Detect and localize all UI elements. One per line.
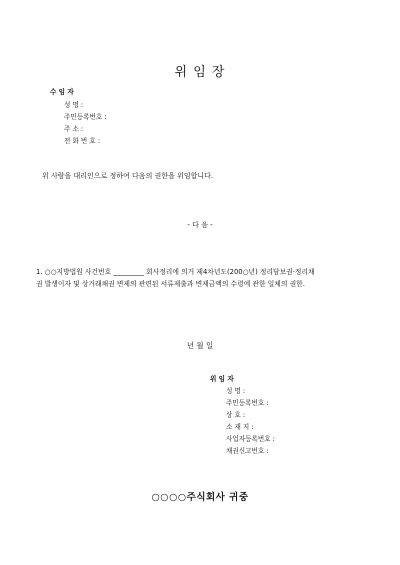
- delegation-notice: 위 사람을 대리인으로 정하여 다음의 권한을 위임합니다.: [42, 172, 214, 180]
- grantor-resident-number-label: 주민등록번호 :: [226, 399, 269, 407]
- addressee: ○○○○주식회사 귀중: [151, 492, 249, 503]
- item-line-2: 권 발생이자 및 상거래채권 변제의 관련된 서류제출과 변제금액의 수령에 관한 일체의 권한.: [36, 280, 305, 288]
- grantor-location-label: 소 재 지 :: [226, 423, 254, 431]
- grantor-name-label: 성 명 :: [226, 387, 246, 395]
- grantor-heading: 위 임 자: [210, 375, 234, 383]
- grantee-heading: 수 임 자: [50, 88, 74, 96]
- grantor-business-number-label: 사업자등록번호 :: [226, 435, 275, 443]
- grantee-phone-label: 전 화 번 호 :: [64, 137, 101, 145]
- document-title: 위 임 장: [174, 65, 226, 80]
- date-line: 년 월 일: [186, 341, 214, 350]
- items-separator: - 다 음 -: [187, 221, 213, 229]
- grantor-claim-number-label: 채권신고번호 :: [226, 447, 269, 455]
- item-line-1: 1. ○○지방법원 사건번호 _________ 회사정리에 의거 제4차년도(200○년) 정리담보권·정리채: [36, 268, 315, 276]
- grantee-name-label: 성 명 :: [64, 101, 84, 109]
- grantee-address-label: 주 소 :: [64, 125, 84, 133]
- grantor-company-name-label: 상 호 :: [226, 411, 246, 419]
- grantee-resident-number-label: 주민등록번호 :: [64, 113, 107, 121]
